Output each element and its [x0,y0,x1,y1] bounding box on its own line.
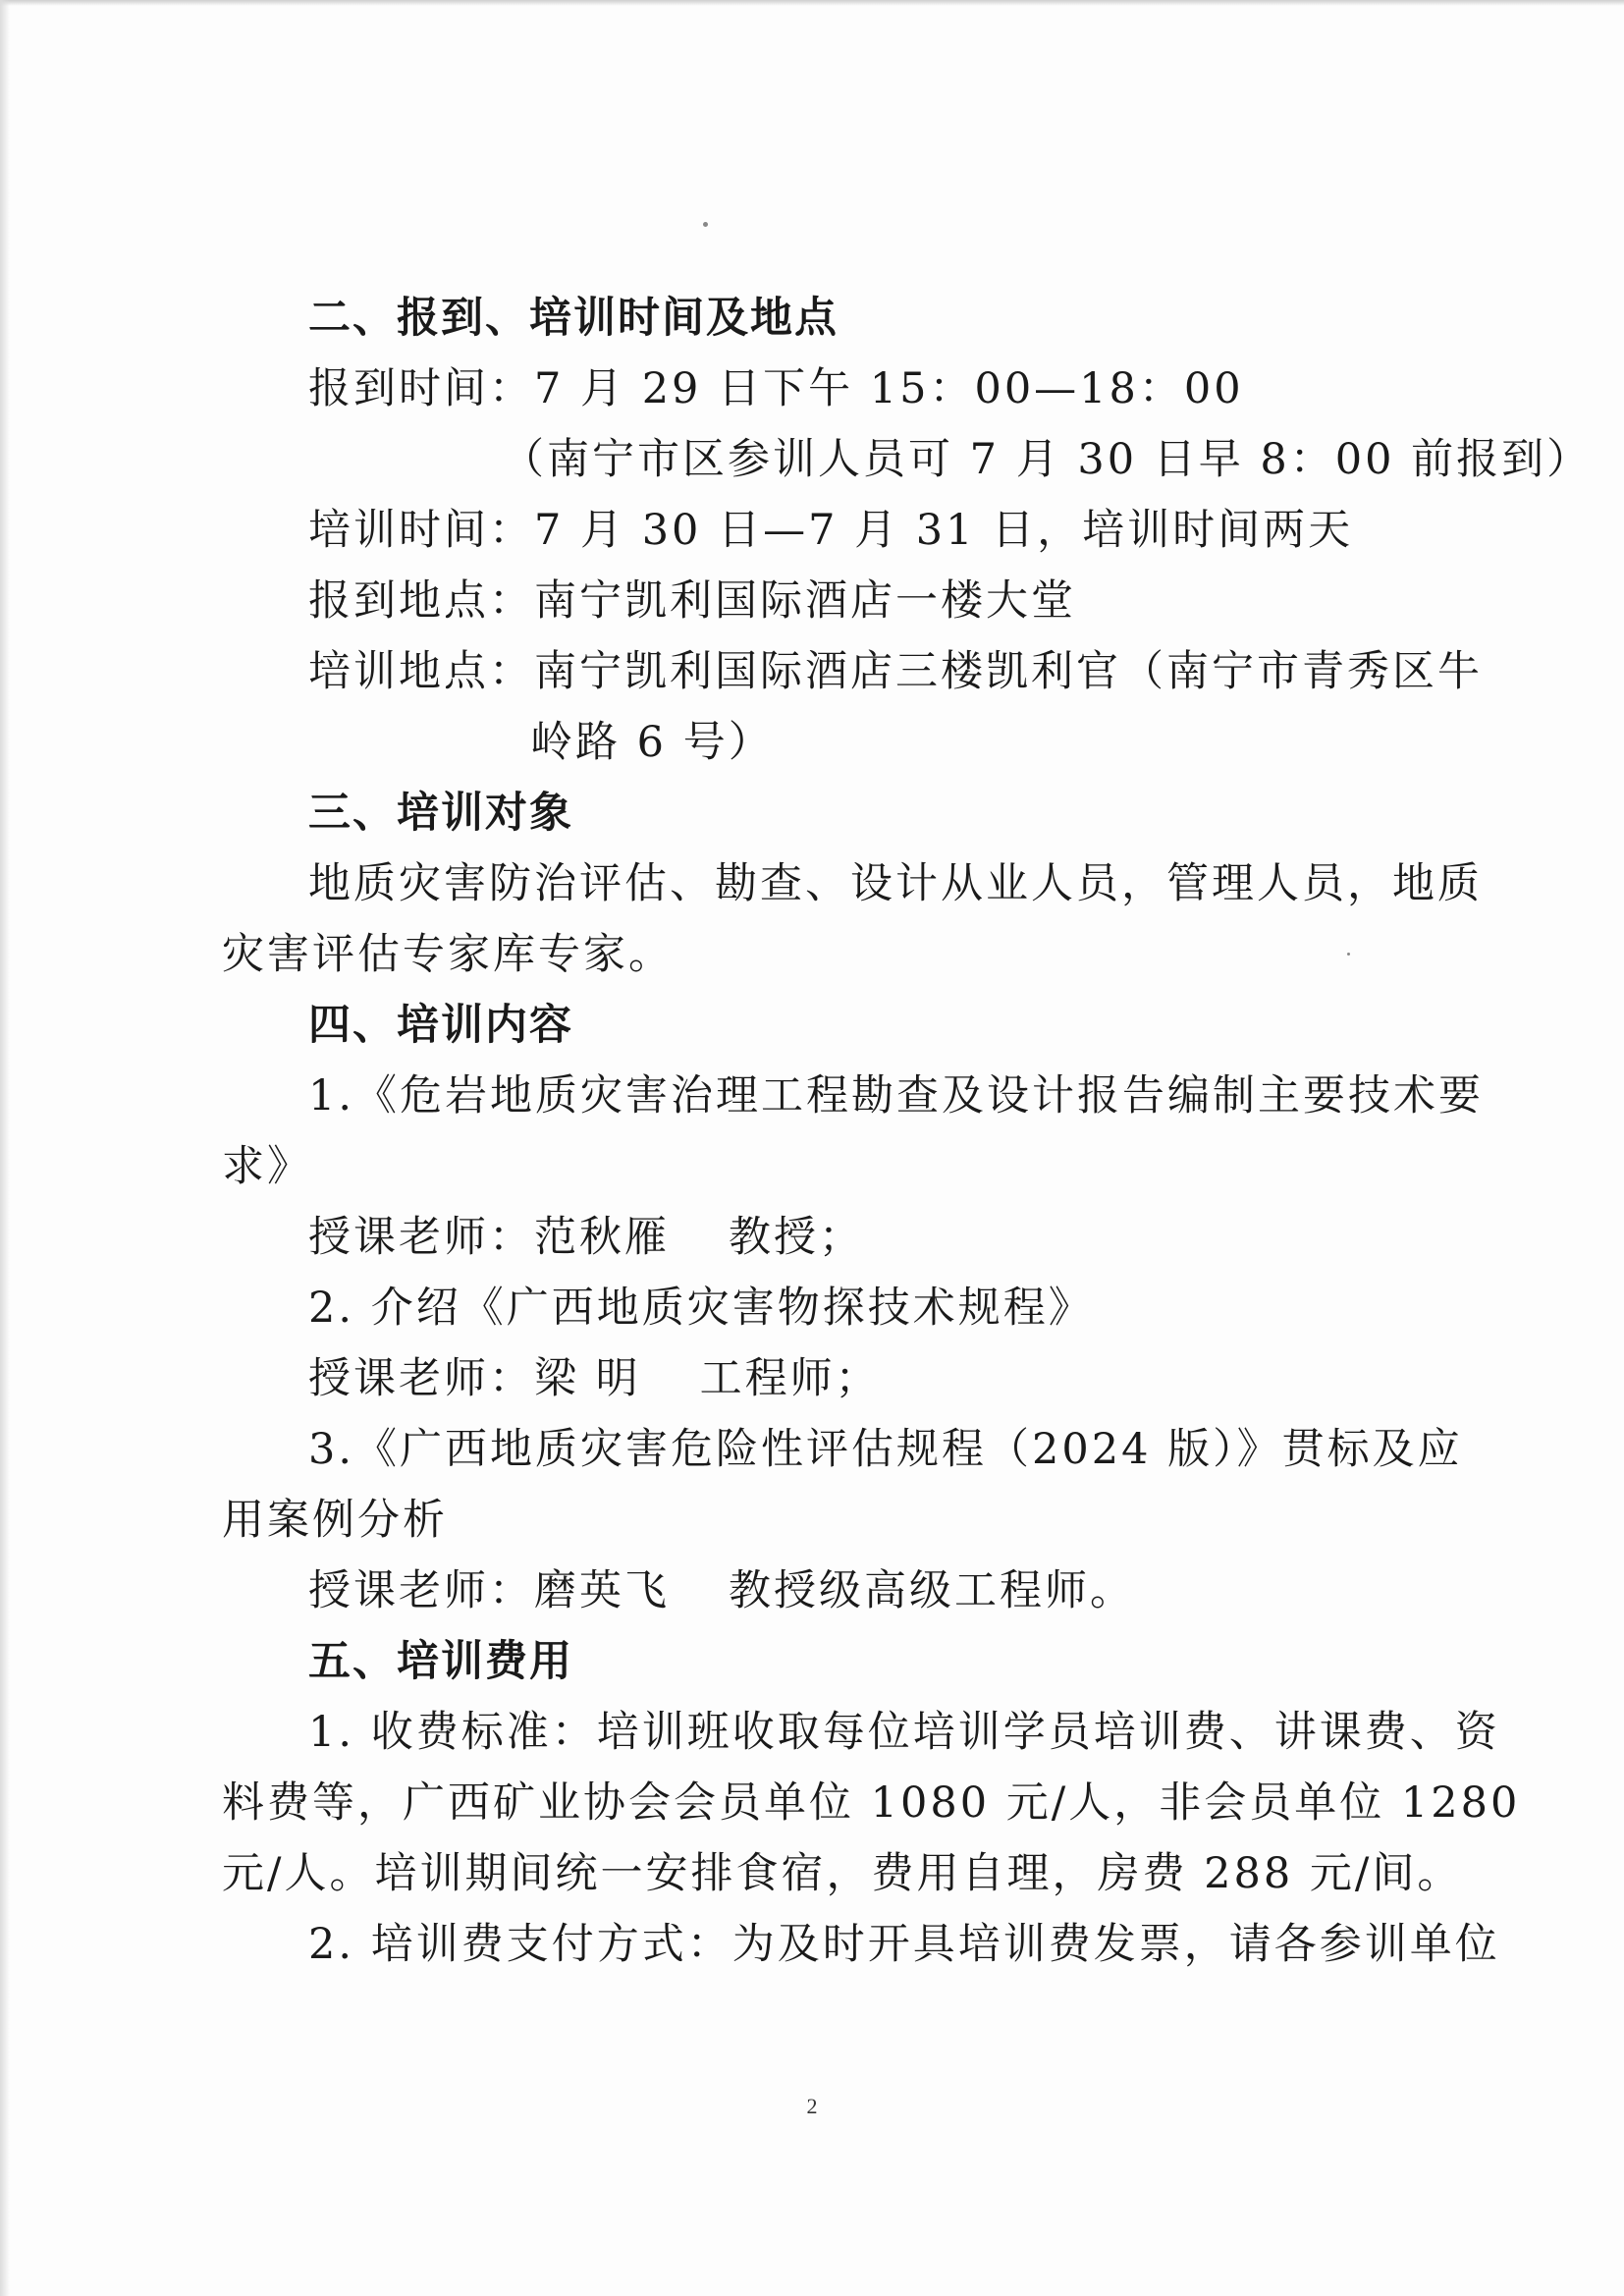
scan-edge-left [0,0,10,2296]
teacher-title: 工程师； [699,1354,881,1403]
report-place: 报到地点：南宁凯利国际酒店一楼大堂 [308,576,1076,626]
teacher-name: 授课老师：范秋雁 [308,1213,670,1262]
content-item-1-line-2: 求》 [222,1142,312,1191]
page-number: 2 [806,2094,818,2118]
section-2-heading: 二、报到、培训时间及地点 [308,294,839,343]
audience-line-2: 灾害评估专家库专家。 [222,930,674,979]
document-body [222,283,1593,1980]
content-item-3-teacher [222,1556,1430,1626]
training-time: 培训时间：7 月 30 日—7 月 31 日，培训时间两天 [308,506,1354,555]
fee-item-2-line-1: 2. 培训费支付方式：为及时开具培训费发票，请各参训单位 [308,1920,1500,1969]
content-item-1-teacher [222,1202,1430,1273]
content-item-1-line-1: 1.《危岩地质灾害治理工程勘查及设计报告编制主要技术要 [308,1071,1485,1121]
content-item-2-line-1: 2. 介绍《广西地质灾害物探技术规程》 [308,1284,1094,1333]
training-place-line-1: 培训地点：南宁凯利国际酒店三楼凯利官（南宁市青秀区牛 [308,647,1483,696]
audience-line-1: 地质灾害防治评估、勘查、设计从业人员，管理人员，地质 [308,859,1483,908]
fee-item-1-line-2: 料费等，广西矿业协会会员单位 1080 元/人，非会员单位 1280 [222,1778,1521,1828]
section-3-heading: 三、培训对象 [308,789,573,838]
teacher-title: 教授； [729,1213,864,1262]
teacher-name: 授课老师：磨英飞 [308,1566,670,1615]
training-place-line-2: 岭路 6 号） [530,718,774,767]
section-5-heading: 五、培训费用 [308,1637,573,1686]
scan-speck [703,222,708,227]
teacher-title: 教授级高级工程师。 [729,1566,1135,1615]
scan-edge-top [0,0,1624,6]
fee-item-1-line-1: 1. 收费标准：培训班收取每位培训学员培训费、讲课费、资 [308,1708,1500,1757]
section-4-heading: 四、培训内容 [308,1001,573,1050]
content-item-3-line-2: 用案例分析 [222,1496,448,1545]
fee-item-1-line-3: 元/人。培训期间统一安排食宿，费用自理，房费 288 元/间。 [222,1849,1463,1898]
teacher-name: 授课老师：梁 明 [308,1354,641,1403]
report-time: 报到时间：7 月 29 日下午 15：00—18：00 [308,364,1244,413]
content-item-3-line-1: 3.《广西地质灾害危险性评估规程（2024 版）》贯标及应 [308,1425,1463,1474]
report-note: （南宁市区参训人员可 7 月 30 日早 8：00 前报到） [502,435,1593,484]
content-item-2-teacher [222,1343,1430,1414]
